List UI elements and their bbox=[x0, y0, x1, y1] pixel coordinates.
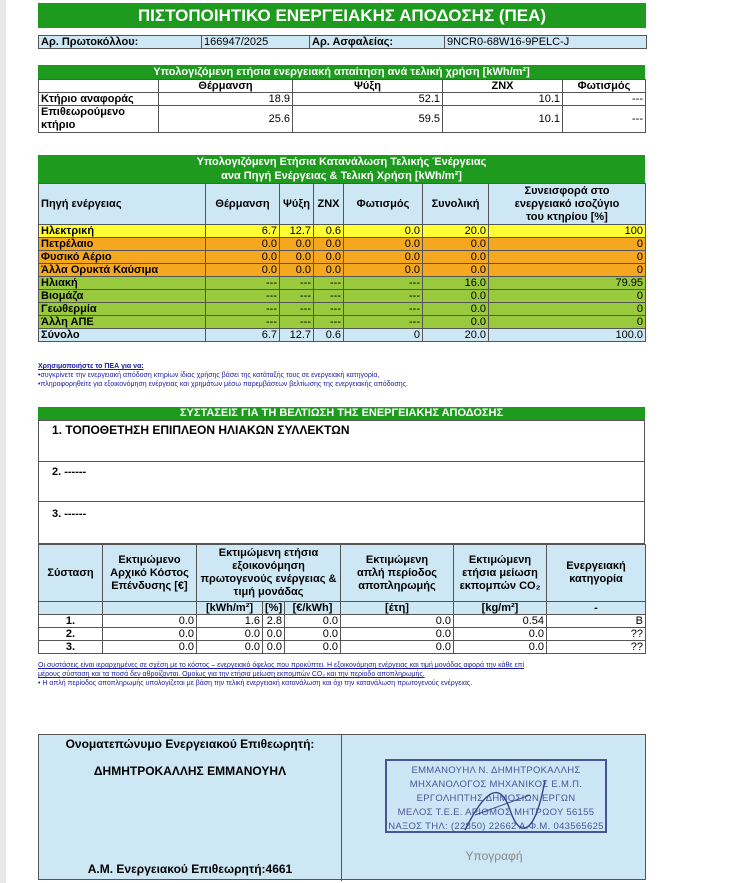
source-label: Ηλεκτρική bbox=[39, 225, 206, 238]
rec-header-class bbox=[547, 545, 646, 602]
consumption-row-solar bbox=[39, 277, 646, 290]
consumption-cell: 79.95 bbox=[489, 277, 646, 290]
rec-cell: 0.0 bbox=[103, 641, 197, 654]
contribution-header-line1: Συνεισφορά στο bbox=[524, 184, 610, 197]
rec-header-cost-line3: Επένδυσης [€] bbox=[111, 579, 188, 592]
certificate-title: ΠΙΣΤΟΠΟΙΗΤΙΚΟ ΕΝΕΡΓΕΙΑΚΗΣ ΑΠΟΔΟΣΗΣ (ΠΕΑ) bbox=[38, 3, 646, 28]
consumption-header-lighting: Φωτισμός bbox=[344, 184, 423, 225]
consumption-cell: 0.0 bbox=[314, 264, 344, 277]
rec-header-saving bbox=[197, 545, 341, 602]
consumption-cell: 6.7 bbox=[206, 329, 280, 342]
demand-table bbox=[38, 79, 646, 133]
rec-header-cost-line2: Αρχικό Κόστος bbox=[110, 566, 189, 579]
consumption-cell: 0 bbox=[344, 329, 423, 342]
rec-cell: 0.0 bbox=[263, 641, 285, 654]
protocol-label: Αρ. Πρωτοκόλλου: bbox=[39, 36, 202, 49]
rec-unit: [kWh/m²] bbox=[197, 602, 263, 615]
consumption-row-other-res bbox=[39, 316, 646, 329]
consumption-row-gas bbox=[39, 251, 646, 264]
consumption-cell: 100 bbox=[489, 225, 646, 238]
demand-cell: 10.1 bbox=[443, 93, 563, 106]
consumption-cell: 0.6 bbox=[314, 329, 344, 342]
consumption-cell: --- bbox=[344, 290, 423, 303]
rec-cell: 0.54 bbox=[454, 615, 547, 628]
consumption-cell: --- bbox=[206, 303, 280, 316]
consumption-cell: 6.7 bbox=[206, 225, 280, 238]
consumption-cell: 0 bbox=[489, 316, 646, 329]
consumption-cell: 0.0 bbox=[280, 238, 314, 251]
rec-cell: 1.6 bbox=[197, 615, 263, 628]
consumption-cell: 0.0 bbox=[423, 316, 489, 329]
rec-unit-empty bbox=[39, 602, 103, 615]
recommendation-text: 1. ΤΟΠΟΘΕΤΗΣΗ ΕΠΙΠΛΕΟΝ ΗΛΙΑΚΩΝ ΣΥΛΛΕΚΤΩΝ bbox=[52, 423, 350, 437]
consumption-cell: 0.0 bbox=[423, 251, 489, 264]
rec-header-payback bbox=[341, 545, 454, 602]
consumption-row-total bbox=[39, 329, 646, 342]
demand-header-empty bbox=[39, 80, 159, 93]
consumption-cell: --- bbox=[344, 303, 423, 316]
rec-cell: 0.0 bbox=[285, 628, 341, 641]
rec-header-co2-line1: Εκτιμώμενη bbox=[468, 553, 532, 566]
consumption-table bbox=[38, 183, 646, 342]
demand-row-label: Κτήριο αναφοράς bbox=[39, 93, 159, 106]
consumption-cell: 0.0 bbox=[280, 251, 314, 264]
recommendation-text: 2. ------ bbox=[52, 466, 87, 478]
stamp-line: ΜΗΧΑΝΟΛΟΓΟΣ ΜΗΧΑΝΙΚΟΣ Ε.Μ.Π. bbox=[409, 779, 583, 790]
consumption-cell: 0.0 bbox=[280, 264, 314, 277]
rec-header-payback-line2: απλή περίοδος bbox=[357, 566, 438, 579]
consumption-row-geothermal bbox=[39, 303, 646, 316]
rec-header-payback-line1: Εκτιμώμενη bbox=[365, 553, 429, 566]
rec-row bbox=[39, 628, 646, 641]
consumption-cell: 0.0 bbox=[206, 264, 280, 277]
consumption-cell: 0 bbox=[489, 264, 646, 277]
rec-note-3: • Η απλή περίοδος αποπληρωμής υπολογίζεται με βάση την τελική ενεργειακή κατανάλωση και όχι την κατανάλωση πρωτογενούς ενέργειας. bbox=[38, 680, 473, 687]
source-label: Φυσικό Αέριο bbox=[39, 251, 206, 264]
rec-cell: B bbox=[547, 615, 646, 628]
recommendation-item-2 bbox=[38, 461, 645, 502]
consumption-header-total: Συνολική bbox=[423, 184, 489, 225]
consumption-cell: --- bbox=[280, 290, 314, 303]
consumption-cell: 20.0 bbox=[423, 225, 489, 238]
rec-header-proposal: Σύσταση bbox=[39, 545, 103, 602]
consumption-note-title: Χρησιμοποιήστε το ΠΕΑ για να: bbox=[38, 363, 144, 370]
stamp-line: ΜΕΛΟΣ Τ.Ε.Ε. ΑΡΙΘΜΟΣ ΜΗΤΡΩΟΥ 56155 bbox=[397, 807, 595, 818]
rec-cell: 0.0 bbox=[285, 615, 341, 628]
demand-cell: 25.6 bbox=[159, 106, 293, 133]
consumption-row-biomass bbox=[39, 290, 646, 303]
rec-id: 1. bbox=[39, 615, 103, 628]
consumption-row-oil bbox=[39, 238, 646, 251]
rec-cell: 0.0 bbox=[197, 628, 263, 641]
rec-cell: 0.0 bbox=[341, 615, 454, 628]
consumption-row-other-fossil bbox=[39, 264, 646, 277]
consumption-cell: --- bbox=[314, 316, 344, 329]
consumption-note-1: •συγκρίνετε την ενεργειακή απόδοση κτηρίων ίδιας χρήσης βάσει της κατάταξής τους σε ενεργειακή κατηγορία, bbox=[38, 372, 380, 379]
demand-col-lighting: Φωτισμός bbox=[563, 80, 646, 93]
page-edge bbox=[0, 0, 6, 883]
demand-table-title: Υπολογιζόμενη ετήσια ενεργειακή απαίτηση ανά τελική χρήση [kWh/m²] bbox=[38, 65, 645, 79]
insurance-value: 9NCR0-68W16-9PELC-J bbox=[445, 36, 647, 49]
rec-header-class-line1: Ενεργειακή bbox=[566, 560, 626, 572]
consumption-cell: --- bbox=[314, 290, 344, 303]
protocol-value: 166947/2025 bbox=[202, 36, 310, 49]
source-label: Ηλιακή bbox=[39, 277, 206, 290]
demand-row-label-line2: κτήριο bbox=[41, 119, 76, 131]
consumption-cell: 0.0 bbox=[344, 225, 423, 238]
rec-id: 2. bbox=[39, 628, 103, 641]
rec-cell: 2.8 bbox=[263, 615, 285, 628]
stamp-line: ΕΡΓΟΛΗΠΤΗΣ ΔΗΜΟΣΙΩΝ ΕΡΓΩΝ bbox=[416, 793, 576, 804]
consumption-cell: --- bbox=[280, 303, 314, 316]
rec-cell: 0.0 bbox=[285, 641, 341, 654]
source-label: Σύνολο bbox=[39, 329, 206, 342]
recommendations-title: ΣΥΣΤΑΣΕΙΣ ΓΙΑ ΤΗ ΒΕΛΤΙΩΣΗ ΤΗΣ ΕΝΕΡΓΕΙΑΚΗΣ ΑΠΟΔΟΣΗΣ bbox=[38, 407, 645, 420]
rec-header-cost bbox=[103, 545, 197, 602]
consumption-cell: --- bbox=[344, 316, 423, 329]
rec-header-co2 bbox=[454, 545, 547, 602]
consumption-cell: 0.0 bbox=[314, 238, 344, 251]
demand-cell: 10.1 bbox=[443, 106, 563, 133]
consumption-cell: --- bbox=[280, 277, 314, 290]
consumption-header-cooling: Ψύξη bbox=[280, 184, 314, 225]
rec-unit: [%] bbox=[263, 602, 285, 615]
consumption-cell: 0 bbox=[489, 251, 646, 264]
source-label: Άλλα Ορυκτά Καύσιμα bbox=[39, 264, 206, 277]
consumption-header-heating: Θέρμανση bbox=[206, 184, 280, 225]
rec-header-cost-line1: Εκτιμώμενο bbox=[118, 553, 181, 566]
source-label: Γεωθερμία bbox=[39, 303, 206, 316]
consumption-cell: --- bbox=[206, 290, 280, 303]
demand-row-label bbox=[39, 106, 159, 133]
consumption-cell: 0.0 bbox=[423, 290, 489, 303]
recommendation-item-1 bbox=[38, 420, 645, 462]
consumption-title-line2: ανα Πηγή Ενέργειας & Τελική Χρήση [kWh/m²] bbox=[221, 170, 462, 182]
rec-cell: 0.0 bbox=[103, 628, 197, 641]
demand-row-label-line1: Επιθεωρούμενο bbox=[41, 106, 125, 118]
source-label: Άλλη ΑΠΕ bbox=[39, 316, 206, 329]
rec-header-co2-line3: εκπομπών CO₂ bbox=[459, 579, 541, 592]
rec-cell: 0.0 bbox=[103, 615, 197, 628]
consumption-cell: 20.0 bbox=[423, 329, 489, 342]
consumption-cell: 16.0 bbox=[423, 277, 489, 290]
demand-cell: --- bbox=[563, 106, 646, 133]
recommendation-text: 3. ------ bbox=[52, 508, 87, 520]
demand-col-heating: Θέρμανση bbox=[159, 80, 293, 93]
consumption-header-contribution bbox=[489, 184, 646, 225]
consumption-cell: 0.0 bbox=[206, 238, 280, 251]
consumption-cell: 0 bbox=[489, 290, 646, 303]
rec-header-class-line2: κατηγορία bbox=[569, 573, 623, 585]
rec-cell: 0.0 bbox=[341, 628, 454, 641]
consumption-cell: 12.7 bbox=[280, 329, 314, 342]
consumption-cell: 0 bbox=[489, 238, 646, 251]
rec-id: 3. bbox=[39, 641, 103, 654]
consumption-cell: --- bbox=[206, 277, 280, 290]
rec-header-saving-line4: τιμή μονάδας bbox=[233, 586, 304, 598]
consumption-cell: --- bbox=[280, 316, 314, 329]
contribution-header-line2: ενεργειακό ισοζύγιο bbox=[514, 197, 620, 210]
consumption-cell: --- bbox=[314, 277, 344, 290]
rec-header-co2-line2: ετήσια μείωση bbox=[462, 566, 538, 579]
consumption-cell: 0.0 bbox=[423, 303, 489, 316]
consumption-note-2: •πληροφορηθείτε για εξοικονόμηση ενέργειας και χρημάτων μέσω παρεμβάσεων βελτίωσης της ενεργειακής απόδοσης. bbox=[38, 381, 408, 388]
contribution-header-line3: του κτηρίου [%] bbox=[526, 210, 608, 223]
inspector-name-label: Ονοματεπώνυμο Ενεργειακού Επιθεωρητή: bbox=[65, 737, 315, 751]
demand-col-cooling: Ψύξη bbox=[293, 80, 443, 93]
recommendations-table bbox=[38, 544, 646, 654]
consumption-cell: --- bbox=[206, 316, 280, 329]
consumption-cell: 0.0 bbox=[423, 264, 489, 277]
rec-cell: 0.0 bbox=[454, 641, 547, 654]
consumption-notes bbox=[38, 362, 658, 389]
signature-scribble bbox=[455, 770, 555, 840]
rec-cell: 0.0 bbox=[341, 641, 454, 654]
header-info-table bbox=[38, 35, 647, 49]
consumption-cell: 0.0 bbox=[344, 238, 423, 251]
consumption-cell: 12.7 bbox=[280, 225, 314, 238]
rec-cell: ?? bbox=[547, 641, 646, 654]
inspector-am: Α.Μ. Ενεργειακού Επιθεωρητή:4661 bbox=[87, 862, 293, 876]
consumption-cell: 0.0 bbox=[206, 251, 280, 264]
consumption-cell: 100.0 bbox=[489, 329, 646, 342]
stamp-line: ΝΑΞΟΣ ΤΗΛ: (22850) 22662 Α.Φ.Μ. 043565625 bbox=[388, 821, 604, 832]
rec-row bbox=[39, 641, 646, 654]
demand-cell: 52.1 bbox=[293, 93, 443, 106]
demand-col-dhw: ZNX bbox=[443, 80, 563, 93]
demand-cell: 59.5 bbox=[293, 106, 443, 133]
inspector-name-value: ΔΗΜΗΤΡΟΚΑΛΛΗΣ ΕΜΜΑΝΟΥΗΛ bbox=[93, 764, 287, 778]
rec-unit: [έτη] bbox=[341, 602, 454, 615]
rec-cell: 0.0 bbox=[197, 641, 263, 654]
rec-unit-empty bbox=[103, 602, 197, 615]
recommendations-notes bbox=[38, 661, 658, 688]
rec-row bbox=[39, 615, 646, 628]
demand-cell: --- bbox=[563, 93, 646, 106]
rec-cell: 0.0 bbox=[263, 628, 285, 641]
source-label: Βιομάζα bbox=[39, 290, 206, 303]
consumption-cell: 0 bbox=[489, 303, 646, 316]
consumption-cell: --- bbox=[344, 277, 423, 290]
stamp-line: ΕΜΜΑΝΟΥΗΛ Ν. ΔΗΜΗΤΡΟΚΑΛΛΗΣ bbox=[411, 765, 581, 776]
rec-unit: - bbox=[547, 602, 646, 615]
recommendation-item-3 bbox=[38, 501, 645, 544]
rec-unit: [€/kWh] bbox=[285, 602, 341, 615]
consumption-title-line1: Υπολογιζόμενη Ετήσια Κατανάλωση Τελικής Ένέργειας bbox=[196, 156, 487, 168]
rec-cell: 0.0 bbox=[454, 628, 547, 641]
consumption-cell: 0.6 bbox=[314, 225, 344, 238]
consumption-header-source: Πηγή ενέργειας bbox=[39, 184, 206, 225]
consumption-cell: --- bbox=[314, 303, 344, 316]
consumption-table-title bbox=[38, 155, 645, 183]
rec-header-saving-line1: Εκτιμώμενη ετήσια bbox=[218, 547, 319, 559]
consumption-row-electric bbox=[39, 225, 646, 238]
rec-cell: ?? bbox=[547, 628, 646, 641]
insurance-label: Αρ. Ασφαλείας: bbox=[310, 36, 445, 49]
demand-cell: 18.9 bbox=[159, 93, 293, 106]
rec-note-2: μέρους σύσταση και τα ποσά δεν αθροίζονται. Ομοίως για την ετήσια μείωση εκπομπών CO₂ και την περίοδο αποπληρωμής. bbox=[38, 671, 425, 678]
rec-header-saving-line3: πρωτογενούς ενέργειας & bbox=[200, 573, 337, 585]
source-label: Πετρέλαιο bbox=[39, 238, 206, 251]
consumption-cell: 0.0 bbox=[344, 264, 423, 277]
consumption-cell: 0.0 bbox=[423, 238, 489, 251]
signature-label: Υπογραφή bbox=[465, 849, 523, 863]
rec-header-saving-line2: εξοικονόμηση bbox=[232, 560, 305, 572]
consumption-cell: 0.0 bbox=[344, 251, 423, 264]
rec-header-payback-line3: αποπληρωμής bbox=[358, 579, 436, 592]
consumption-header-dhw: ΖΝΧ bbox=[314, 184, 344, 225]
consumption-cell: 0.0 bbox=[314, 251, 344, 264]
rec-note-1: Οι συστάσεις είναι ιεραρχημένες σε σχέση με το κόστος – ενεργειακό όφελος που προκύπτει. Η εξοικονόμηση ενέργειας και τιμή μονάδας αφορά την κάθε επί bbox=[38, 662, 524, 669]
rec-unit: [kg/m²] bbox=[454, 602, 547, 615]
